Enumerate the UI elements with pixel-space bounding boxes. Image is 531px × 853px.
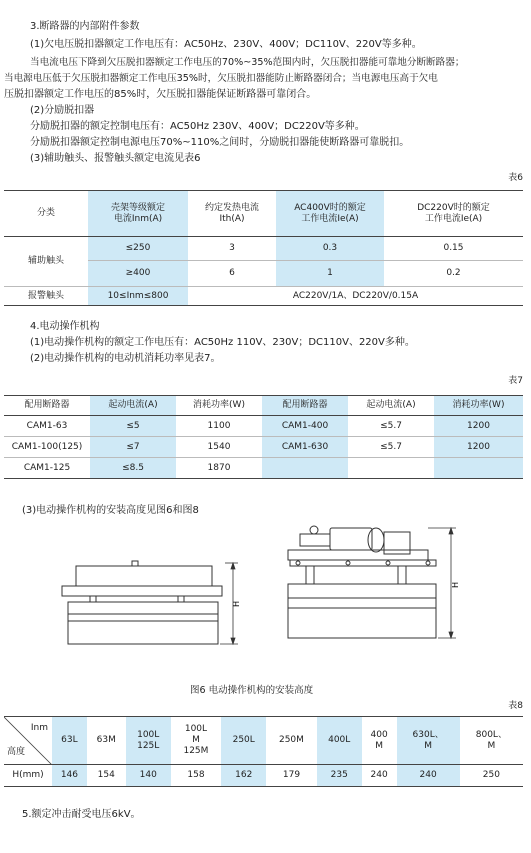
table-cell: 1540 [176, 437, 262, 458]
table-cell: ≤5.7 [348, 437, 434, 458]
table7-header: 配用断路器 [262, 396, 348, 416]
table-cell: 179 [282, 770, 301, 780]
table7-label: 表7 [508, 376, 523, 386]
table8-header: 250M [266, 717, 317, 765]
table-cell: 158 [187, 770, 205, 780]
table6 [4, 190, 523, 306]
table-cell: ≤5.7 [348, 416, 434, 437]
section3-p1: (1)欠电压脱扣器额定工作电压有：AC50Hz、230V、400V；DC110V、220V等多种。 [30, 39, 422, 50]
table8-header: 630L、 M [397, 717, 460, 765]
table6-label: 表6 [508, 173, 523, 183]
table-cell: 0.2 [384, 261, 523, 287]
table-cell: 240 [397, 765, 460, 787]
table-cell: CAM1-100(125) [4, 437, 90, 458]
table7-header: 配用断路器 [4, 396, 90, 416]
table8-header: 100L 125L [126, 717, 171, 765]
table-cell: ≤8.5 [90, 458, 176, 479]
table6-header: AC400V时的额定 工作电流Ie(A) [276, 191, 384, 237]
section3-p6: (3)辅助触头、报警触头额定电流见表6 [30, 153, 201, 164]
table-cell: 0.15 [384, 237, 523, 261]
table-cell: CAM1-400 [262, 416, 348, 437]
table-cell: 6 [188, 261, 276, 287]
table-cell: 1200 [434, 437, 523, 458]
section3-p2c: 压脱扣器额定工作电压的85%时，欠压脱扣器能保证断路器可靠闭合。 [4, 89, 317, 100]
table7-header: 消耗功率(W) [434, 396, 523, 416]
table-cell [434, 458, 523, 479]
table-cell [262, 458, 348, 479]
table-cell: 0.3 [276, 237, 384, 261]
table-cell: ≤250 [88, 237, 188, 261]
section3-p2a: 当电流电压下降到欠压脱扣器额定工作电压的70%~35%范围内时，欠压脱扣器能可靠地分断断路器； [30, 57, 465, 68]
table-cell: 154 [97, 770, 115, 780]
table-cell: 250 [482, 770, 500, 780]
section3-heading: 3.断路器的内部附件参数 [30, 21, 140, 32]
dim-label-left: H [232, 600, 241, 607]
table8-header: 100L M 125M [171, 717, 222, 765]
table-cell: 235 [317, 765, 362, 787]
table7 [4, 395, 523, 479]
table-cell: 1200 [434, 416, 523, 437]
alarm-contact-label: 报警触头 [27, 290, 64, 301]
section3-p3: (2)分励脱扣器 [30, 105, 95, 116]
table-cell: 1 [276, 261, 384, 287]
motor-operator-drawing-left [60, 555, 250, 665]
table-cell: 140 [126, 765, 171, 787]
table-cell: CAM1-63 [4, 416, 90, 437]
table-cell: 146 [52, 765, 87, 787]
table-cell: 3 [188, 237, 276, 261]
section4-p3: (3)电动操作机构的安装高度见图6和图8 [22, 505, 199, 516]
section3-p2b: 当电源电压低于欠压脱扣器额定工作电压35%时，欠压脱扣器能防止断路器闭合；当电源电压高于欠电 [4, 73, 438, 84]
table-cell: ≤7 [90, 437, 176, 458]
table6-header: 约定发热电流 Ith(A) [188, 191, 276, 237]
section5-text: 5.额定冲击耐受电压6kV。 [22, 809, 141, 820]
table6-header: 分类 [4, 191, 88, 237]
corner-top-label: Inm [30, 723, 48, 733]
section4-p2: (2)电动操作机构的电动机消耗功率见表7。 [30, 353, 221, 364]
table-cell [348, 458, 434, 479]
motor-operator-drawing-right [278, 520, 468, 668]
table-cell: CAM1-125 [23, 462, 71, 473]
section3-p4: 分励脱扣器的额定控制电压有：AC50Hz 230V、400V；DC220V等多种。 [30, 121, 365, 132]
table8-row-label: H(mm) [12, 770, 44, 780]
table6-header: 壳架等级额定 电流Inm(A) [88, 191, 188, 237]
table-cell: 162 [221, 765, 266, 787]
table-cell: 1870 [207, 462, 231, 473]
figure6-caption: 图6 电动操作机构的安装高度 [190, 685, 314, 696]
table7-header: 消耗功率(W) [176, 396, 262, 416]
table8-header: 250L [221, 717, 266, 765]
table8-header: 800L、 M [460, 717, 523, 765]
table8-header: 63L [52, 717, 87, 765]
table8-corner [4, 717, 52, 765]
section3-p5: 分励脱扣器额定控制电源电压70%~110%之间时，分励脱扣器能使断路器可靠脱扣。 [30, 137, 410, 148]
table-cell: CAM1-630 [262, 437, 348, 458]
table8-header: 400L [317, 717, 362, 765]
table-cell: ≥400 [88, 261, 188, 287]
table-cell: 240 [370, 770, 388, 780]
table6-header: DC220V时的额定 工作电流Ie(A) [384, 191, 523, 237]
table7-header: 起动电流(A) [348, 396, 434, 416]
dim-label-right: H [451, 581, 460, 588]
table-cell: 1100 [176, 416, 262, 437]
table7-header: 起动电流(A) [90, 396, 176, 416]
table8 [4, 716, 523, 787]
table-cell: AC220V/1A、DC220V/0.15A [292, 290, 419, 301]
table8-label: 表8 [508, 701, 523, 711]
table8-header: 63M [87, 717, 126, 765]
table8-header: 400 M [362, 717, 397, 765]
table-cell: 10≤Inm≤800 [88, 287, 188, 306]
section4-p1: (1)电动操作机构的额定工作电压有：AC50Hz 110V、230V；DC110V、220V多种。 [30, 337, 415, 348]
table-cell: ≤5 [90, 416, 176, 437]
aux-contact-label: 辅助触头 [4, 237, 88, 287]
section4-heading: 4.电动操作机构 [30, 321, 100, 332]
corner-bottom-label: 高度 [7, 747, 26, 757]
